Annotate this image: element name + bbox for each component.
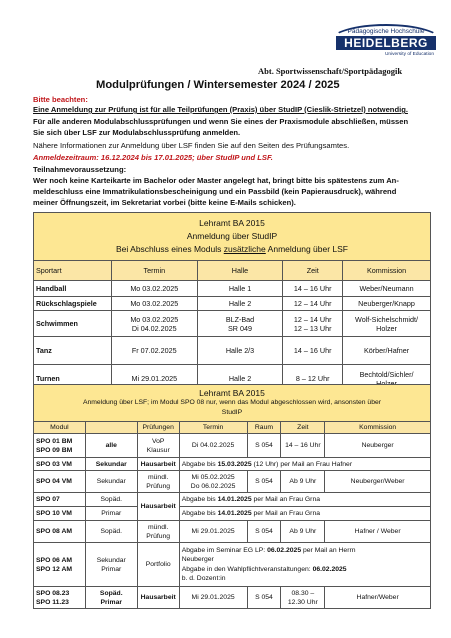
cell: Sekundar (85, 471, 137, 493)
cell: Neuberger/Weber (325, 471, 431, 493)
portfolio-line-1: Abgabe im Seminar EG LP: 06.02.2025 per Mail an Herrn (181, 546, 356, 554)
table-row (34, 458, 431, 471)
cell: Sopäd. (85, 521, 137, 543)
cell: Hausarbeit (137, 493, 179, 521)
table1-title-1: Lehramt BA 2015 (199, 218, 265, 228)
cell: VoP Klausur (137, 434, 179, 458)
notice-line-3: Sie sich über LSF zur Modulabschlussprüfung anmelden. (33, 128, 241, 137)
cell: Halle 2 (197, 365, 283, 393)
cell: Mi 05.02.2025 Do 06.02.2025 (179, 471, 247, 493)
table2-title-3: StudIP (221, 409, 243, 416)
cell: alle (85, 434, 137, 458)
cell: SPO 06 AM SPO 12 AM (34, 543, 86, 587)
col-termin: Termin (111, 261, 197, 281)
cell: Hafner/Weber (325, 587, 431, 609)
table1-title-row (34, 213, 431, 261)
cell: S 054 (247, 521, 281, 543)
prereq-line-2: meldeschluss eine Immatrikulationsbescheinigung und ein Passbild (kein Papierausdruck), während (33, 187, 397, 196)
page-title: Modulprüfungen / Wintersemester 2024 / 2025 (96, 79, 340, 91)
prereq-line-3: meiner Öffnungszeit, im Sekretariat vorbei (bitte keine E-Mails schicken). (33, 198, 296, 207)
cell: Hausarbeit (137, 587, 179, 609)
table-row (34, 471, 431, 493)
cell: Schwimmen (34, 311, 112, 337)
col-pruefungen: Prüfungen (137, 422, 179, 434)
cell: mündl. Prüfung (137, 521, 179, 543)
cell: Neuberger (325, 434, 431, 458)
cell: 14 – 16 Uhr (283, 337, 343, 365)
cell: Portfolio (137, 543, 179, 587)
col-modul: Modul (34, 422, 86, 434)
university-logo (336, 24, 436, 66)
cell: S 054 (247, 434, 281, 458)
table-row (34, 587, 431, 609)
cell: Fr 07.02.2025 (111, 337, 197, 365)
cell: Neuberger/Knapp (343, 297, 431, 311)
table2-title-row (34, 385, 431, 422)
cell: Halle 2/3 (197, 337, 283, 365)
cell: 12 – 14 Uhr 12 – 13 Uhr (283, 311, 343, 337)
prereq-heading: Teilnahmevoraussetzung: (33, 165, 127, 174)
cell: Körber/Hafner (343, 337, 431, 365)
cell: 12 – 14 Uhr (283, 297, 343, 311)
cell: Sekundar (85, 458, 137, 471)
col-typ (85, 422, 137, 434)
cell: Abgabe bis 15.03.2025 (12 Uhr) per Mail an Frau Hafner (179, 458, 430, 471)
cell: 14 – 16 Uhr (283, 281, 343, 297)
table1-title-2: Anmeldung über StudIP (186, 231, 278, 241)
table1-title-3: Bei Abschluss eines Moduls zusätzliche Anmeldung über LSF (115, 244, 349, 254)
cell: Mo 03.02.2025 Di 04.02.2025 (111, 311, 197, 337)
cell: SPO 04 VM (34, 471, 86, 493)
cell: S 054 (247, 471, 281, 493)
col-zeit: Zeit (281, 422, 325, 434)
cell: Mi 29.01.2025 (179, 587, 247, 609)
cell: BLZ-Bad SR 049 (197, 311, 283, 337)
cell: SPO 01 BM SPO 09 BM (34, 434, 86, 458)
logo-subline: University of Education (384, 52, 434, 57)
prereq-line-1: Wer noch keine Karteikarte im Bachelor oder Master angelegt hat, bringt bitte bis spätestens zum An- (33, 176, 399, 185)
table-row (34, 337, 431, 365)
table-row (34, 543, 431, 587)
col-zeit: Zeit (283, 261, 343, 281)
portfolio-line-4: b. d. Dozent:in (181, 575, 226, 582)
cell: S 054 (247, 587, 281, 609)
cell: Primar (85, 507, 137, 521)
col-sportart: Sportart (34, 261, 112, 281)
portfolio-line-3: Abgabe in den Wahlpflichtveranstaltungen: 06.02.2025 (181, 565, 347, 573)
table-row (34, 493, 431, 507)
cell: Ab 9 Uhr (281, 521, 325, 543)
portfolio-line-2: Neuberger (181, 556, 214, 563)
cell: SPO 03 VM (34, 458, 86, 471)
cell: Halle 2 (197, 297, 283, 311)
table2-title-1: Lehramt BA 2015 (199, 388, 265, 398)
cell: Sopäd. Primar (85, 587, 137, 609)
table1-header-row (34, 261, 431, 281)
cell: Hafner / Weber (325, 521, 431, 543)
cell (179, 543, 430, 587)
cell: Weber/Neumann (343, 281, 431, 297)
cell: SPO 07 (34, 493, 86, 507)
cell: Di 04.02.2025 (179, 434, 247, 458)
table-row (34, 507, 431, 521)
cell: Mi 29.01.2025 (111, 365, 197, 393)
cell: Abgabe bis 14.01.2025 per Mail an Frau Grna (179, 507, 430, 521)
cell: mündl. Prüfung (137, 471, 179, 493)
cell: Sopäd. (85, 493, 137, 507)
table-row (34, 297, 431, 311)
cell: Sekundar Primar (85, 543, 137, 587)
cell: Mi 29.01.2025 (179, 521, 247, 543)
table-row (34, 281, 431, 297)
studip-exam-table (33, 212, 431, 393)
notice-line-4: Nähere Informationen zur Anmeldung über LSF finden Sie auf den Seiten des Prüfungsamtes. (33, 141, 350, 150)
table2-header-row (34, 422, 431, 434)
cell: SPO 08.23 SPO 11.23 (34, 587, 86, 609)
cell: Rückschlagspiele (34, 297, 112, 311)
cell: Tanz (34, 337, 112, 365)
registration-period: Anmeldezeitraum: 16.12.2024 bis 17.01.2025; über StudIP und LSF. (33, 153, 273, 162)
col-termin: Termin (179, 422, 247, 434)
cell: Hausarbeit (137, 458, 179, 471)
cell: Handball (34, 281, 112, 297)
notice-line-1: Eine Anmeldung zur Prüfung ist für alle Teilprüfungen (Praxis) über StudIP (Cieslik-Strietzel) notwendig. (33, 105, 408, 114)
cell: SPO 10 VM (34, 507, 86, 521)
cell: Mo 03.02.2025 (111, 281, 197, 297)
table-row (34, 434, 431, 458)
cell: 14 – 16 Uhr (281, 434, 325, 458)
notice-line-2: Für alle anderen Modulabschlussprüfungen und wenn Sie eines der Praxismodule abschließen, müssen (33, 117, 409, 126)
col-kommission: Kommission (343, 261, 431, 281)
cell: Abgabe bis 14.01.2025 per Mail an Frau Grna (179, 493, 430, 507)
cell: 08.30 – 12.30 Uhr (281, 587, 325, 609)
lsf-exam-table (33, 384, 431, 609)
table-row (34, 311, 431, 337)
cell: Mo 03.02.2025 (111, 297, 197, 311)
col-raum: Raum (247, 422, 281, 434)
logo-line1: Pädagogische Hochschule (347, 28, 425, 35)
cell: Ab 9 Uhr (281, 471, 325, 493)
table2-title-2: Anmeldung über LSF; im Modul SPO 08 nur, wenn das Modul abgeschlossen wird, ansonsten über (82, 399, 382, 406)
col-halle: Halle (197, 261, 283, 281)
cell: SPO 08 AM (34, 521, 86, 543)
cell: Turnen (34, 365, 112, 393)
cell: 8 – 12 Uhr (283, 365, 343, 393)
department-label: Abt. Sportwissenschaft/Sportpädagogik (258, 66, 403, 76)
notice-heading: Bitte beachten: (33, 95, 88, 104)
cell: Wolf-Sichelschmidt/ Holzer (343, 311, 431, 337)
cell: Halle 1 (197, 281, 283, 297)
logo-wordmark: HEIDELBERG (336, 36, 436, 50)
cell: Bechtold/Sichler/ Holzer (343, 365, 431, 393)
col-kommission: Kommission (325, 422, 431, 434)
table-row (34, 521, 431, 543)
